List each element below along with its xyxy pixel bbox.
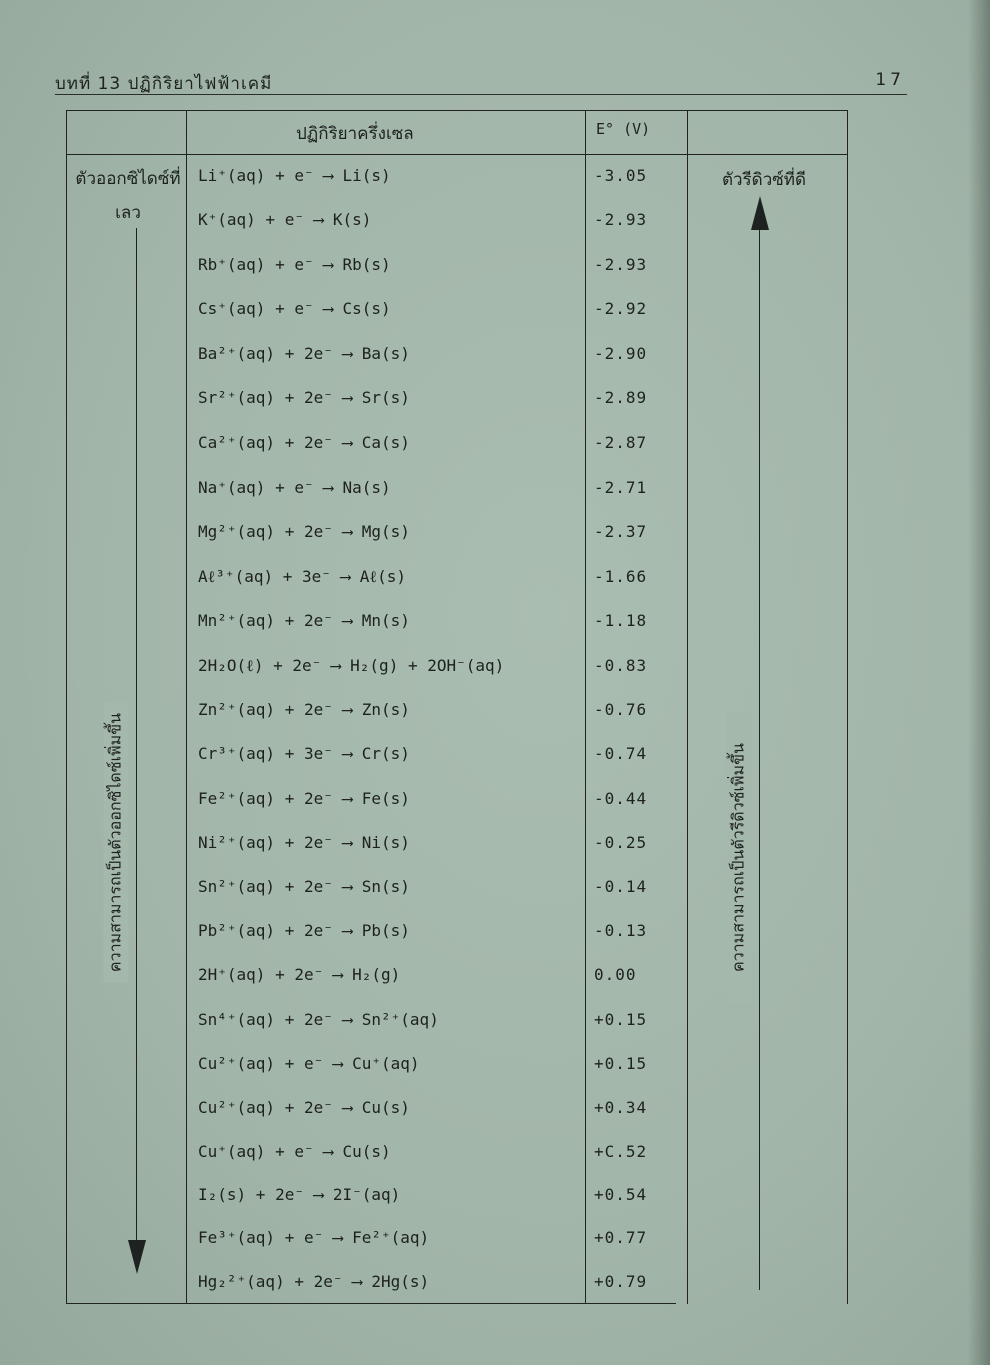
potential-value: +0.34 (594, 1098, 648, 1117)
table-row (186, 1218, 846, 1258)
half-reaction: Cr³⁺(aq) + 3e⁻ ⟶ Cr(s) (198, 744, 410, 763)
half-reaction: Pb²⁺(aq) + 2e⁻ ⟶ Pb(s) (198, 921, 410, 940)
half-reaction: K⁺(aq) + e⁻ ⟶ K(s) (198, 210, 372, 229)
table-row (186, 245, 846, 285)
potential-value: -0.76 (594, 700, 648, 719)
half-reaction: Sn²⁺(aq) + 2e⁻ ⟶ Sn(s) (198, 877, 410, 896)
half-reaction: I₂(s) + 2e⁻ ⟶ 2I⁻(aq) (198, 1185, 401, 1204)
half-reaction: Ba²⁺(aq) + 2e⁻ ⟶ Ba(s) (198, 344, 410, 363)
page-edge-shadow (968, 0, 990, 1365)
table-row (186, 1175, 846, 1215)
half-reaction: Sn⁴⁺(aq) + 2e⁻ ⟶ Sn²⁺(aq) (198, 1010, 439, 1029)
table-row (186, 334, 846, 374)
table-row (186, 378, 846, 418)
table-row (186, 1000, 846, 1040)
table-row (186, 646, 846, 686)
potential-value: +0.77 (594, 1228, 648, 1247)
half-reaction: Cs⁺(aq) + e⁻ ⟶ Cs(s) (198, 299, 391, 318)
potential-value: -0.25 (594, 833, 648, 852)
half-reaction: Na⁺(aq) + e⁻ ⟶ Na(s) (198, 478, 391, 497)
table-row (186, 1262, 846, 1302)
half-reaction: 2H₂O(ℓ) + 2e⁻ ⟶ H₂(g) + 2OH⁻(aq) (198, 656, 505, 675)
potential-value: +0.54 (594, 1185, 648, 1204)
electrode-potential-table (66, 110, 848, 1304)
half-reaction: Fe²⁺(aq) + 2e⁻ ⟶ Fe(s) (198, 789, 410, 808)
potential-value: -0.83 (594, 656, 648, 675)
table-row (186, 289, 846, 329)
half-reaction: Hg₂²⁺(aq) + 2e⁻ ⟶ 2Hg(s) (198, 1272, 430, 1291)
potential-value: -0.13 (594, 921, 648, 940)
table-row (186, 779, 846, 819)
potential-value: +C.52 (594, 1142, 648, 1161)
table-row (186, 734, 846, 774)
half-reaction: Fe³⁺(aq) + e⁻ ⟶ Fe²⁺(aq) (198, 1228, 430, 1247)
table-row (186, 512, 846, 552)
page-header (55, 70, 905, 94)
potential-value: -0.14 (594, 877, 648, 896)
half-reaction: Zn²⁺(aq) + 2e⁻ ⟶ Zn(s) (198, 700, 410, 719)
potential-value: -2.71 (594, 478, 648, 497)
table-row (186, 955, 846, 995)
potential-value: -2.93 (594, 210, 648, 229)
potential-value: -2.89 (594, 388, 648, 407)
potential-value: -1.18 (594, 611, 648, 630)
table-border-bottom (186, 1303, 676, 1304)
table-border-left (66, 110, 67, 1304)
reducing-ability-label: ความสามารถเป็นตัวรีดิวซ์เพิ่มขึ้น (727, 713, 752, 1003)
table-row (186, 1132, 846, 1172)
table-row (186, 911, 846, 951)
page-number: 17 (875, 70, 905, 90)
half-reaction: Li⁺(aq) + e⁻ ⟶ Li(s) (198, 166, 391, 185)
table-row (186, 200, 846, 240)
table-border-bottom-left (66, 1303, 186, 1304)
table-border-top (66, 110, 848, 111)
chapter-title: บทที่ 13 ปฏิกิริยาไฟฟ้าเคมี (55, 74, 273, 94)
table-row (186, 823, 846, 863)
potential-value: +0.79 (594, 1272, 648, 1291)
potential-value: -0.44 (594, 789, 648, 808)
arrow-down-icon (128, 1240, 146, 1274)
table-row (186, 601, 846, 641)
half-reaction: Cu⁺(aq) + e⁻ ⟶ Cu(s) (198, 1142, 391, 1161)
half-reaction: 2H⁺(aq) + 2e⁻ ⟶ H₂(g) (198, 965, 401, 984)
column-header-potential: E° (V) (596, 120, 651, 138)
half-reaction: Rb⁺(aq) + e⁻ ⟶ Rb(s) (198, 255, 391, 274)
potential-value: 0.00 (594, 965, 637, 984)
table-border-right (847, 110, 848, 1304)
half-reaction: Mg²⁺(aq) + 2e⁻ ⟶ Mg(s) (198, 522, 410, 541)
half-reaction: Ni²⁺(aq) + 2e⁻ ⟶ Ni(s) (198, 833, 410, 852)
potential-value: +0.15 (594, 1054, 648, 1073)
table-row (186, 468, 846, 508)
potential-value: -1.66 (594, 567, 648, 586)
potential-value: -0.74 (594, 744, 648, 763)
potential-value: -2.92 (594, 299, 648, 318)
table-row (186, 1044, 846, 1084)
half-reaction: Sr²⁺(aq) + 2e⁻ ⟶ Sr(s) (198, 388, 410, 407)
table-row (186, 1088, 846, 1128)
table-row (186, 156, 846, 196)
potential-value: -2.90 (594, 344, 648, 363)
poor-oxidizer-label: ตัวออกซิไดซ์ที่เลว (75, 169, 181, 223)
table-row (186, 690, 846, 730)
table-row (186, 557, 846, 597)
potential-value: -2.87 (594, 433, 648, 452)
left-arrow-shaft (136, 228, 137, 1268)
half-reaction: Ca²⁺(aq) + 2e⁻ ⟶ Ca(s) (198, 433, 410, 452)
table-row (186, 867, 846, 907)
table-row (186, 423, 846, 463)
half-reaction: Cu²⁺(aq) + e⁻ ⟶ Cu⁺(aq) (198, 1054, 420, 1073)
half-reaction: Mn²⁺(aq) + 2e⁻ ⟶ Mn(s) (198, 611, 410, 630)
potential-value: +0.15 (594, 1010, 648, 1029)
potential-value: -2.37 (594, 522, 648, 541)
half-reaction: Cu²⁺(aq) + 2e⁻ ⟶ Cu(s) (198, 1098, 410, 1117)
potential-value: -2.93 (594, 255, 648, 274)
half-reaction: Aℓ³⁺(aq) + 3e⁻ ⟶ Aℓ(s) (198, 567, 406, 586)
oxidizing-ability-label: ความสามารถเป็นตัวออกซิไดซ์เพิ่มขึ้น (104, 703, 129, 983)
header-rule (55, 94, 907, 95)
table-header-rule (66, 154, 848, 155)
good-reducer-label: ตัวรีดิวซ์ที่ดี (721, 170, 807, 190)
column-header-reaction: ปฏิกิริยาครึ่งเซล (296, 124, 414, 144)
potential-value: -3.05 (594, 166, 648, 185)
